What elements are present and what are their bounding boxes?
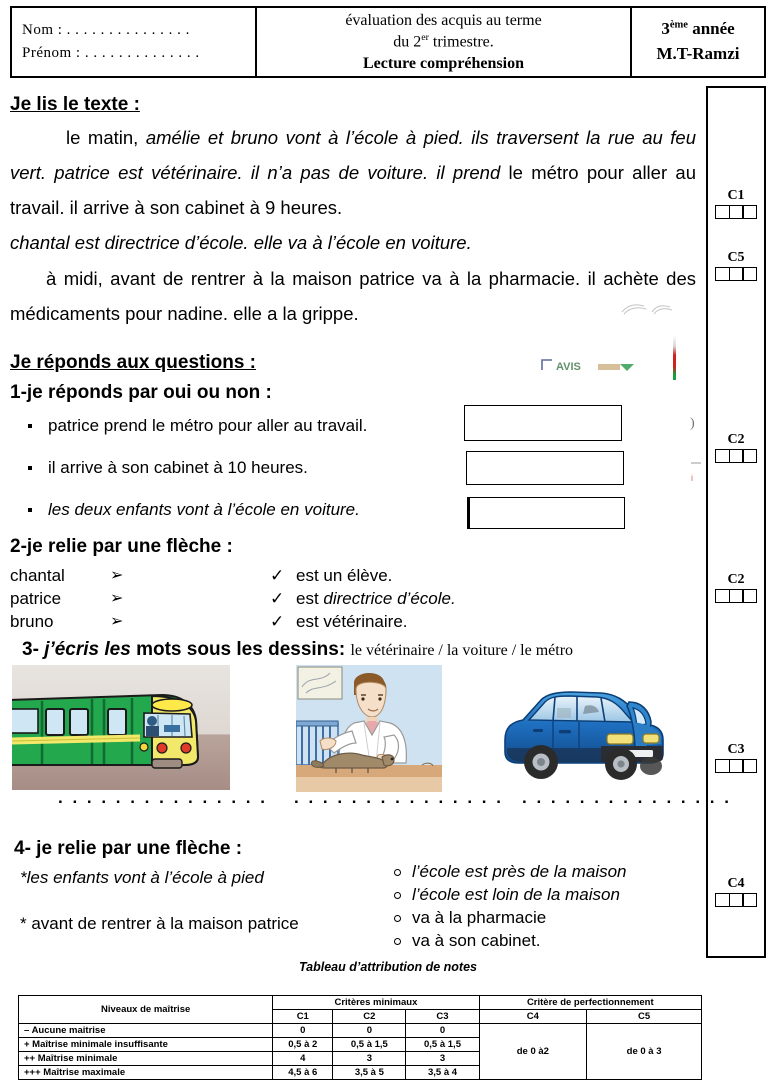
exercise-4-right-item: va à la pharmacie [388,908,698,928]
criterion-block-c2-second [708,572,764,603]
criterion-label: C3 [727,742,745,757]
exercise-4-title: 4- je relie par une flèche : [14,838,243,859]
exercise-2-right-item: est vétérinaire. [296,611,408,631]
answer-line-2[interactable]: . . . . . . . . . . . . . . . [294,788,504,807]
scan-artifact-right-marks [690,415,704,495]
scan-artifact-color-bar [673,335,676,380]
answer-box-3[interactable] [467,497,625,529]
column-c5: C5 [587,1010,702,1024]
check-icon: ✓ [270,611,285,631]
grade-teacher-cell [632,8,764,76]
criterion-score-boxes[interactable] [708,267,764,281]
exercise-2-left-item: chantal [10,566,65,585]
exercise-4-right-column [388,862,698,954]
cell-c3: 0,5 à 1,5 [406,1038,479,1052]
level-name: + Maîtrise minimale insuffisante [19,1038,273,1052]
criterion-score-boxes[interactable] [708,589,764,603]
reading-text-italic-b: amélie et bruno vont à l’école à pied. ils traversent la rue au feu vert. patrice est vétérinaire. il n’a pas de voiture. il prend [10,127,697,184]
exercise-1-item: les deux enfants vont à l’école en voiture. [10,500,460,520]
exam-title-line2 [257,31,630,52]
exam-title-line1: évaluation des acquis au terme [345,12,542,30]
exercise-3 [22,639,706,661]
arrow-icon: ➢ [110,567,124,584]
reading-section [10,94,696,331]
svg-text:): ) [690,416,695,431]
score-box[interactable] [742,205,757,219]
answer-box-1[interactable] [464,405,622,441]
exam-title-cell [257,8,632,76]
arrow-icon: ➢ [110,589,124,607]
criterion-label: C5 [727,250,745,265]
image-blue-car [497,668,677,790]
exercise-4-right-item: l’école est près de la maison [388,862,698,882]
criterion-block-c3 [708,742,764,773]
exercise-2-right-emphasis: directrice d’école. [323,588,456,608]
criterion-score-boxes[interactable] [708,449,764,463]
cell-c1: 0,5 à 2 [273,1038,333,1052]
column-c3: C3 [406,1010,479,1024]
cell-c1: 0 [273,1024,333,1038]
cell-c3: 0 [406,1024,479,1038]
criterion-block-c4 [708,876,764,907]
criterion-label: C2 [727,432,745,447]
grade-level [632,17,764,42]
exercise-1-item: il arrive à son cabinet à 10 heures. [10,458,460,478]
score-box[interactable] [742,893,757,907]
criterion-score-boxes[interactable] [708,893,764,907]
exercise-1-title: 1-je réponds par oui ou non : [10,382,272,403]
scan-artifact-thumbnail [540,358,638,372]
reading-paragraph-2: chantal est directrice d’école. elle va à l’école en voiture. [10,232,472,254]
exercise-4-right-item: l’école est loin de la maison [388,885,698,905]
exercise-3-verb: j’écris [44,639,105,660]
teacher-name: M.T-Ramzi [656,44,740,63]
reading-paragraph-1 [10,120,696,225]
criterion-block-c5 [708,250,764,281]
exercise-2-right-item [296,588,456,611]
cell-c5-value: de 0 à 3 [587,1024,702,1080]
score-box[interactable] [742,589,757,603]
criteria-sidebar [706,86,766,958]
trimester-ordinal: er [421,32,429,44]
table-header-row [19,996,702,1010]
score-box[interactable] [742,267,757,281]
prenom-field-label[interactable]: Prénom : . . . . . . . . . . . . . . [22,45,200,61]
notes-table [18,995,702,1080]
score-box[interactable] [742,759,757,773]
exercise-4-left-column [20,868,370,934]
arrow-icon: ➢ [110,612,124,630]
level-name: +++ Maîtrise maximale [19,1066,273,1080]
column-c2: C2 [333,1010,406,1024]
cell-c1: 4,5 à 6 [273,1066,333,1080]
answer-line-3[interactable]: . . . . . . . . . . . . . . . [522,788,732,807]
student-identity-cell [12,8,257,76]
image-metro-tram [12,665,230,790]
cell-c3: 3,5 à 4 [406,1066,479,1080]
cell-c2: 3 [333,1052,406,1066]
criterion-score-boxes[interactable] [708,759,764,773]
reading-paragraph-3: à midi, avant de rentrer à la maison patrice va à la pharmacie. il achète des médicaments pour nadine. elle a la grippe. [10,267,696,324]
questions-heading: Je réponds aux questions : [10,352,256,373]
exercise-2-left-item: bruno [10,611,54,631]
exercise-4-left-item: *les enfants vont à l’école à pied [20,868,264,887]
score-box[interactable] [742,449,757,463]
table-row [19,1024,702,1038]
exercise-4-right-item: va à son cabinet. [388,931,698,951]
check-icon: ✓ [270,588,285,608]
reading-text-plain-a: le matin, [66,127,146,148]
cell-c2: 0,5 à 1,5 [333,1038,406,1052]
cell-c1: 4 [273,1052,333,1066]
exercise-3-rest: mots sous les dessins [130,639,339,660]
exercise-3-number: 3- [22,639,45,660]
grade-word: année [687,19,735,39]
perfection-criteria-header: Critère de perfectionnement [479,996,701,1010]
answer-box-2[interactable] [466,451,624,485]
exercise-2-right-prefix: est [296,588,324,608]
trimester-prefix: du 2 [393,33,422,51]
exercise-1-item: patrice prend le métro pour aller au travail. [10,416,460,436]
minimal-criteria-header: Critères minimaux [273,996,479,1010]
exercise-2-right-item: est un élève. [296,566,393,585]
exercise-4-left-item: * avant de rentrer à la maison patrice [20,914,299,933]
exercise-1-items [10,416,460,520]
answer-line-1[interactable]: . . . . . . . . . . . . . . . [58,788,268,807]
check-icon: ✓ [270,566,285,585]
level-name: – Aucune maitrise [19,1024,273,1038]
reading-text-plain-c: le métro pour aller au travail. il arrive à son cabinet à 9 heures. [10,162,696,219]
criterion-block-c1 [708,188,764,219]
nom-field-label[interactable]: Nom : . . . . . . . . . . . . . . . [22,22,190,38]
criterion-label: C4 [727,876,745,891]
svg-text:AVIS: AVIS [556,361,581,372]
criterion-label: C2 [727,572,745,587]
criterion-score-boxes[interactable] [708,205,764,219]
image-veterinarian [296,665,442,792]
exercise-2-row [10,611,700,634]
exercise-3-title [22,639,706,661]
svg-text:i: i [691,473,693,483]
grade-ordinal: ème [669,19,688,31]
exercise-2-row [10,565,700,588]
cell-c3: 3 [406,1052,479,1066]
levels-header: Niveaux de maîtrise [19,996,273,1024]
exam-subject: Lecture compréhension [362,54,524,72]
exercise-2-left-item: patrice [10,588,62,608]
cell-c4-value: de 0 à2 [479,1024,587,1080]
cell-c2: 0 [333,1024,406,1038]
trimester-suffix: trimestre. [428,33,494,51]
exercise-3-colon: : [338,639,346,660]
exercise-2-row [10,588,700,611]
criterion-label: C1 [727,188,745,203]
exercise-2-title: 2-je relie par une flèche : [10,536,233,557]
exercise-4 [14,838,704,860]
exercise-1 [10,382,460,542]
exercise-3-article: les [104,639,131,660]
reading-heading: Je lis le texte : [10,94,140,115]
grade-number: 3 [661,19,670,39]
criterion-block-c2-first [708,432,764,463]
header-table [10,6,766,78]
column-c1: C1 [273,1010,333,1024]
column-c4: C4 [479,1010,587,1024]
notes-table-title: Tableau d’attribution de notes [298,960,477,974]
level-name: ++ Maîtrise minimale [19,1052,273,1066]
exercise-2 [10,536,700,634]
cell-c2: 3,5 à 5 [333,1066,406,1080]
exercise-3-word-bank: le vétérinaire / la voiture / le métro [350,642,574,659]
